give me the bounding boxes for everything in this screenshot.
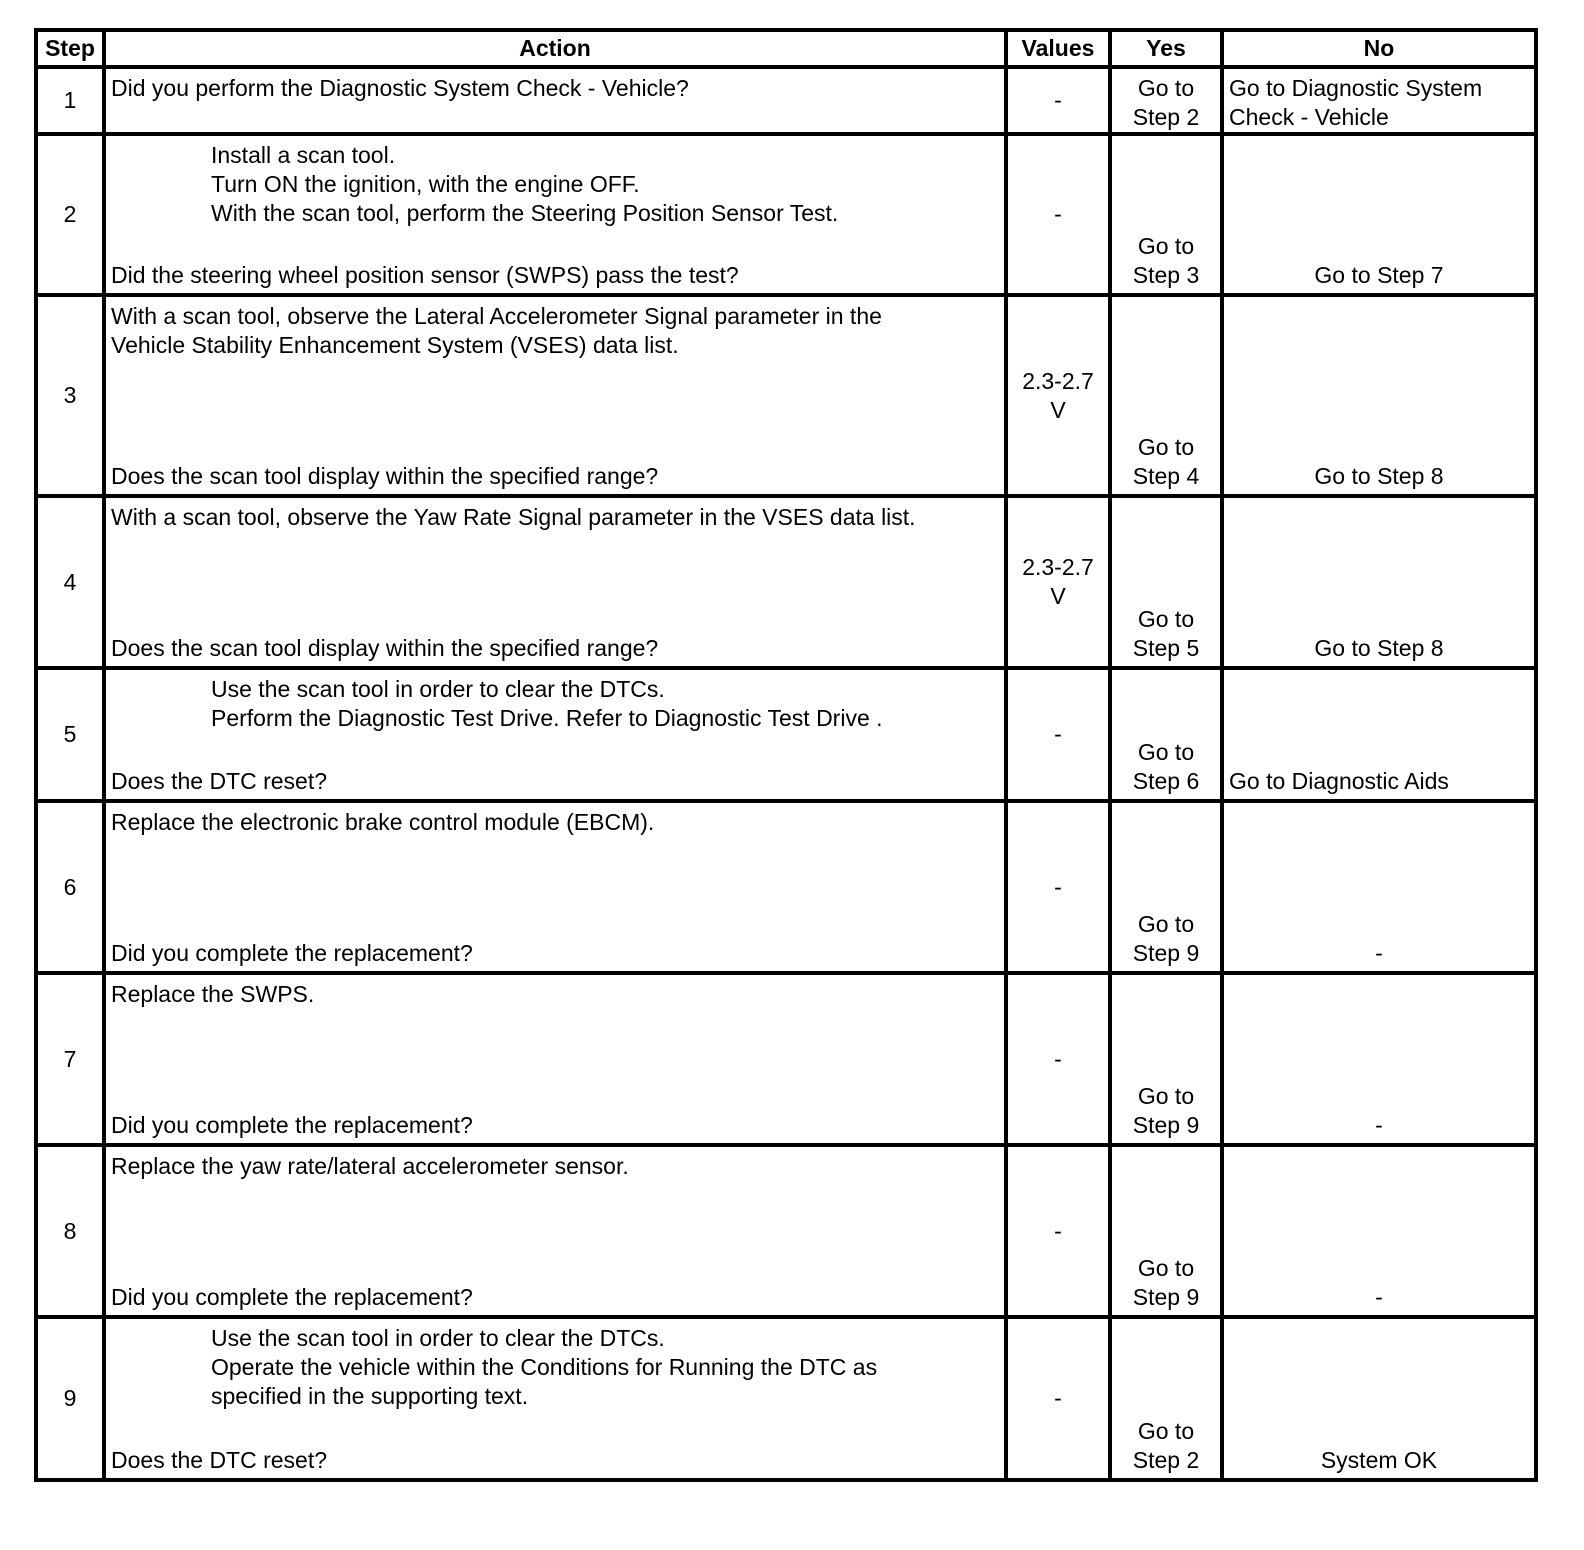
yes-line: Go to	[1137, 606, 1195, 632]
yes-line: Go to	[1137, 75, 1195, 101]
values-cell	[1006, 295, 1110, 496]
values-cell	[1006, 496, 1110, 668]
yes-line: Step 9	[1132, 1112, 1200, 1138]
values-cell	[1006, 1145, 1110, 1317]
header-yes: Yes	[1110, 30, 1222, 67]
yes-cell	[1110, 801, 1222, 973]
no-result	[1224, 767, 1534, 796]
values-cell	[1006, 1317, 1110, 1480]
yes-result	[1112, 433, 1220, 491]
values-cell	[1006, 67, 1110, 134]
action-line: With the scan tool, perform the Steering Position Sensor Test.	[211, 200, 839, 226]
yes-line: Step 4	[1132, 463, 1200, 489]
action-line: Replace the electronic brake control module (EBCM).	[111, 809, 655, 835]
yes-line: Go to	[1137, 434, 1195, 460]
action-line: With a scan tool, observe the Yaw Rate Signal parameter in the VSES data list.	[111, 504, 916, 530]
step-number: 3	[36, 295, 104, 496]
yes-cell	[1110, 67, 1222, 134]
yes-line: Go to	[1137, 1255, 1195, 1281]
no-line: -	[1375, 1112, 1383, 1138]
action-line: With a scan tool, observe the Lateral Accelerometer Signal parameter in the	[111, 303, 882, 329]
values-cell	[1006, 134, 1110, 295]
action-instructions	[106, 1319, 1004, 1411]
table-row	[36, 496, 1536, 668]
yes-cell	[1110, 668, 1222, 801]
action-instructions	[106, 498, 1004, 532]
header-step: Step	[36, 30, 104, 67]
action-line: Use the scan tool in order to clear the DTCs.	[211, 1325, 665, 1351]
action-instructions	[106, 1147, 1004, 1181]
table-row	[36, 1145, 1536, 1317]
step-number: 1	[36, 67, 104, 134]
action-line: Install a scan tool.	[211, 142, 396, 168]
action-line: Turn ON the ignition, with the engine OFF.	[211, 171, 640, 197]
action-question: Does the scan tool display within the specified range?	[111, 463, 659, 489]
table-row	[36, 973, 1536, 1145]
step-number: 2	[36, 134, 104, 295]
yes-line: Go to	[1137, 1418, 1195, 1444]
no-line: -	[1375, 940, 1383, 966]
no-result	[1224, 462, 1534, 491]
yes-cell	[1110, 295, 1222, 496]
action-instructions	[106, 803, 1004, 837]
no-result	[1224, 1446, 1534, 1475]
action-cell	[104, 668, 1006, 801]
no-cell	[1222, 1145, 1536, 1317]
action-line: Use the scan tool in order to clear the DTCs.	[211, 676, 665, 702]
value-line: -	[1054, 87, 1062, 113]
step-number: 6	[36, 801, 104, 973]
yes-result	[1112, 1254, 1220, 1312]
no-result	[1224, 1111, 1534, 1140]
header-row	[36, 30, 1536, 67]
yes-line: Go to	[1137, 911, 1195, 937]
no-result	[1224, 1283, 1534, 1312]
no-cell	[1222, 973, 1536, 1145]
yes-result	[1112, 605, 1220, 663]
action-instructions	[106, 670, 1004, 733]
yes-result	[1112, 1082, 1220, 1140]
action-instructions	[106, 297, 1004, 360]
no-line: Go to Step 7	[1314, 262, 1444, 288]
values-cell	[1006, 973, 1110, 1145]
value-line: 2.3-2.7	[1022, 554, 1094, 580]
no-cell	[1222, 67, 1536, 134]
table-row	[36, 295, 1536, 496]
no-cell	[1222, 295, 1536, 496]
yes-line: Step 5	[1132, 635, 1200, 661]
value-line: 2.3-2.7	[1022, 367, 1094, 394]
action-line: Replace the SWPS.	[111, 981, 315, 1007]
yes-line: Step 2	[1132, 104, 1200, 130]
step-number: 9	[36, 1317, 104, 1480]
table-row	[36, 1317, 1536, 1480]
value-line: -	[1054, 873, 1062, 900]
step-number: 8	[36, 1145, 104, 1317]
action-cell	[104, 295, 1006, 496]
yes-cell	[1110, 496, 1222, 668]
value-line: -	[1054, 1385, 1062, 1411]
table-row	[36, 134, 1536, 295]
no-result	[1224, 261, 1534, 290]
no-cell	[1222, 134, 1536, 295]
no-result	[1224, 634, 1534, 663]
no-line: Go to Step 8	[1314, 463, 1444, 489]
action-question: Did the steering wheel position sensor (SWPS) pass the test?	[111, 262, 739, 288]
table-row	[36, 67, 1536, 134]
action-cell	[104, 973, 1006, 1145]
no-cell	[1222, 668, 1536, 801]
yes-line: Step 3	[1132, 262, 1200, 288]
step-number: 4	[36, 496, 104, 668]
no-result	[1224, 69, 1534, 132]
yes-line: Step 2	[1132, 1447, 1200, 1473]
no-cell	[1222, 801, 1536, 973]
action-cell	[104, 1145, 1006, 1317]
action-cell	[104, 1317, 1006, 1480]
values-cell	[1006, 801, 1110, 973]
step-number: 7	[36, 973, 104, 1145]
action-cell	[104, 801, 1006, 973]
yes-cell	[1110, 1317, 1222, 1480]
action-question: Does the DTC reset?	[111, 768, 328, 794]
action-question: Does the DTC reset?	[111, 1447, 328, 1473]
value-line: V	[1050, 396, 1066, 423]
table-row	[36, 668, 1536, 801]
no-line: -	[1375, 1284, 1383, 1310]
yes-cell	[1110, 1145, 1222, 1317]
action-line: Perform the Diagnostic Test Drive. Refer to Diagnostic Test Drive .	[211, 705, 883, 731]
yes-cell	[1110, 134, 1222, 295]
yes-result	[1112, 69, 1220, 132]
header-no: No	[1222, 30, 1536, 67]
action-question: Did you complete the replacement?	[111, 1284, 473, 1310]
yes-result	[1112, 232, 1220, 290]
table-row	[36, 801, 1536, 973]
value-line: -	[1054, 721, 1062, 747]
header-action: Action	[104, 30, 1006, 67]
yes-line: Step 9	[1132, 1284, 1200, 1310]
action-question: Does the scan tool display within the specified range?	[111, 635, 659, 661]
action-question: Did you complete the replacement?	[111, 940, 473, 966]
diagnostic-table	[34, 28, 1538, 1482]
action-question: Did you perform the Diagnostic System Check - Vehicle?	[111, 75, 689, 101]
yes-line: Go to	[1137, 739, 1195, 765]
action-instructions	[106, 975, 1004, 1009]
action-instructions	[106, 136, 1004, 228]
action-line: specified in the supporting text.	[211, 1383, 529, 1409]
header-values: Values	[1006, 30, 1110, 67]
value-line: -	[1054, 1217, 1062, 1244]
action-line: Vehicle Stability Enhancement System (VSES) data list.	[111, 332, 679, 358]
yes-line: Step 6	[1132, 768, 1200, 794]
no-line: System OK	[1320, 1447, 1438, 1473]
no-result	[1224, 939, 1534, 968]
no-cell	[1222, 1317, 1536, 1480]
no-line: Go to Diagnostic Aids	[1229, 768, 1449, 794]
yes-line: Go to	[1137, 1083, 1195, 1109]
action-cell	[104, 134, 1006, 295]
yes-result	[1112, 738, 1220, 796]
yes-result	[1112, 1417, 1220, 1475]
step-number: 5	[36, 668, 104, 801]
no-line: Go to Step 8	[1314, 635, 1444, 661]
value-line: V	[1050, 583, 1066, 609]
no-line: Check - Vehicle	[1229, 104, 1389, 130]
yes-cell	[1110, 973, 1222, 1145]
yes-line: Step 9	[1132, 940, 1200, 966]
action-cell	[104, 67, 1006, 134]
no-cell	[1222, 496, 1536, 668]
value-line: -	[1054, 1045, 1062, 1072]
value-line: -	[1054, 201, 1062, 227]
action-cell	[104, 496, 1006, 668]
yes-result	[1112, 910, 1220, 968]
values-cell	[1006, 668, 1110, 801]
no-line: Go to Diagnostic System	[1229, 75, 1483, 101]
action-line: Replace the yaw rate/lateral accelerometer sensor.	[111, 1153, 629, 1179]
action-question: Did you complete the replacement?	[111, 1112, 473, 1138]
yes-line: Go to	[1137, 233, 1195, 259]
action-line: Operate the vehicle within the Conditions for Running the DTC as	[211, 1354, 878, 1380]
